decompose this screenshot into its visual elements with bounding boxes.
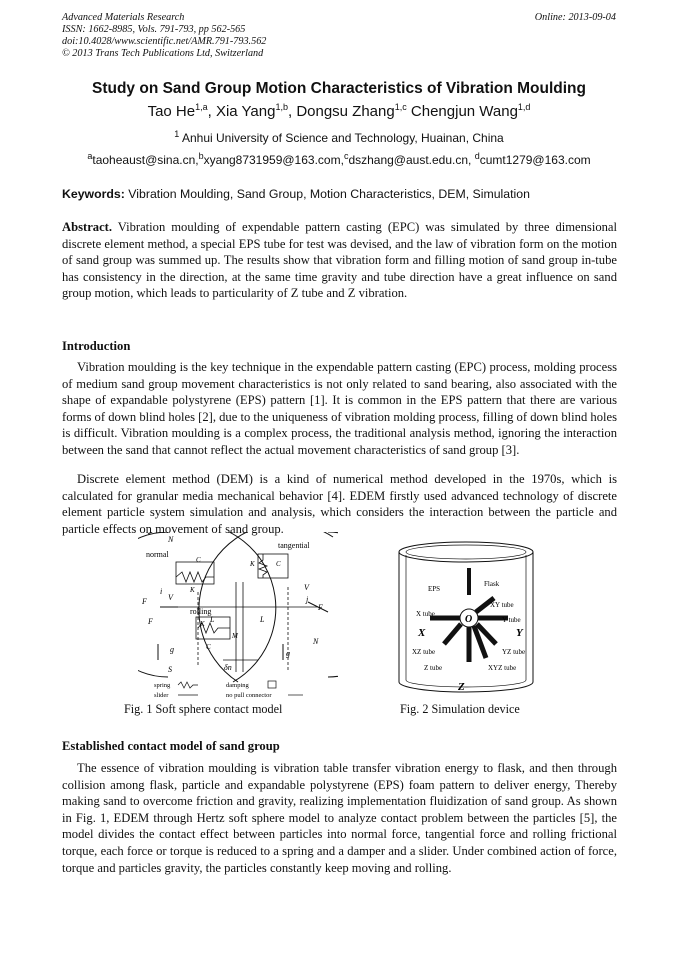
journal-header: [62, 12, 266, 60]
radius-label: L: [260, 615, 265, 624]
damping-coefficient-label: C: [206, 643, 211, 651]
email-sup: c: [343, 151, 349, 161]
force-label: F: [142, 597, 147, 606]
figure-1-caption: Fig. 1 Soft sphere contact model: [124, 702, 283, 716]
legend-slider: slider: [154, 692, 169, 699]
y-tube-label: Y tube: [502, 616, 521, 624]
flask-top-inner: [406, 545, 526, 559]
copyright-line: © 2013 Trans Tech Publications Ltd, Switzerland: [62, 48, 264, 59]
author-sup: 1,a: [195, 102, 208, 112]
journal-name: Advanced Materials Research: [62, 12, 185, 23]
tangential-label: tangential: [278, 541, 310, 550]
author-sup: 1,b: [275, 102, 288, 112]
section-heading-intro: Introduction: [62, 339, 131, 353]
keywords-text: Vibration Moulding, Sand Group, Motion Characteristics, DEM, Simulation: [128, 187, 530, 201]
particle-label: i: [160, 587, 163, 596]
legend-no-pull: no pull connector: [226, 692, 272, 699]
legend-damping: damping: [226, 682, 249, 689]
affiliation: [0, 131, 678, 145]
xy-tube-label: XY tube: [490, 601, 514, 609]
stiffness-label: K: [250, 560, 255, 568]
abstract-text: Vibration moulding of expendable pattern casting (EPC) was simulated by three dimensional discrete element method, a special EPS tube for test was devised, and the law of vibration form on the motion of sand group was summed up. The results show that vibration form and filling motion of sand group in-tube has consistency in the direction, at the same time gravity and tube direction have a great influence on sand group motion, which leads to particularity of Z tube and Z vibration.: [62, 220, 618, 301]
damping-coefficient-label: C: [276, 560, 281, 568]
x-axis-label: X: [418, 627, 426, 639]
moment-label: M: [232, 632, 238, 640]
stiffness-label: K: [200, 620, 205, 628]
legend-damping-symbol: [268, 681, 276, 688]
z-tube-label: Z tube: [424, 664, 443, 672]
intro-paragraph-2: Discrete element method (DEM) is a kind of numerical method developed in the 1970s, which is calculated for granular media mechanical behavior [4]. EDEM firstly used advanced technology of discrete element particle system simulation and analysis, which considers the interaction between the particle and particle effects on movement of sand group.: [62, 472, 617, 536]
affiliation-text: Anhui University of Science and Technology, Huainan, China: [181, 131, 504, 145]
figure-2-simulation-device: [396, 540, 536, 698]
flask-label: Flask: [484, 580, 500, 588]
paper-title: Study on Sand Group Motion Characteristics of Vibration Moulding: [91, 80, 586, 97]
yz-tube-label: YZ tube: [502, 648, 526, 656]
flask-bottom-inner: [406, 680, 526, 687]
author-sup: 1,c: [394, 102, 407, 112]
xyz-tube-label: XYZ tube: [488, 664, 517, 672]
author-name: Chengjun Wang: [410, 103, 518, 120]
force-label: F: [148, 617, 153, 626]
email-sup: a: [87, 151, 93, 161]
normal-force-label: N: [313, 637, 319, 646]
spring-symbol: [259, 554, 267, 578]
abstract: [62, 219, 617, 302]
xz-tube: [444, 624, 461, 644]
tangential-spring-damper: [258, 554, 288, 578]
email-link[interactable]: cumt1279@163.com: [479, 153, 591, 167]
origin-label: O: [465, 614, 473, 625]
normal-spring-damper: [176, 562, 214, 584]
slider-label: S: [168, 665, 172, 674]
particle-j-outline: [328, 532, 338, 677]
keywords: [62, 187, 617, 201]
z-axis-label: Z: [458, 681, 465, 693]
author-name: Dongsu Zhang: [296, 103, 395, 120]
affiliation-sup: 1: [174, 129, 180, 139]
issn-line: ISSN: 1662-8985, Vols. 791-793, pp 562-565: [62, 24, 246, 35]
gravity-label: g: [170, 645, 174, 654]
email-sup: b: [198, 151, 204, 161]
x-tube-label: X tube: [416, 610, 435, 618]
section-heading-contact: Established contact model of sand group: [62, 739, 280, 753]
keywords-label: Keywords:: [62, 187, 125, 201]
overlap-label: δn: [224, 663, 232, 672]
gravity-label: g: [286, 649, 290, 658]
legend-spring-symbol: [178, 682, 198, 688]
force-label: F: [318, 603, 323, 612]
email-sup: d: [474, 151, 480, 161]
intro-paragraph-1: Vibration moulding is the key technique in the expendable pattern casting (EPC) process, molding process of medium sand group movement characteristics is not only related to sand bearing, also associated with the shape of expandable polystyrene (EPS) pattern [1]. It is common in the EPS pattern that there are various forms of down blind holes [2], due to the uniqueness of vibration molding process, filling of down blind holes is difficult. Vibration moulding is a complex process, the traditional analysis method, ignoring the interaction between the sand that cannot reflect the actual movement characteristics of sand group [3].: [62, 360, 617, 457]
author-sup: 1,d: [517, 102, 531, 112]
online-date: Online: 2013-09-04: [534, 12, 616, 23]
email-link[interactable]: taoheaust@sina.cn: [92, 153, 196, 167]
damping-coefficient-label: C: [196, 556, 201, 564]
y-axis-label: Y: [516, 627, 523, 639]
author-name: Xia Yang: [215, 103, 276, 120]
radius-label: L: [210, 615, 215, 624]
contact-paragraph-1: The essence of vibration moulding is vibration table transfer vibration energy to flask, and then through collision among flask, particle and expandable polystyrene (EPS) foam pattern to deliver energy, Thereby making sand to overcome friction and gravity, realizing implementation fluidization of sand group. As shown in Fig. 1, EDEM through Hertz soft sphere model to analyze contact problem between the particles [5], the model divides the contact effect between particles into normal force, tangential force and rolling frictional torque, each force or torque is reduced to a spring and a damper and a slider. Under combined action of force, torque and particles gravity, the particles constantly keep moving and rolling.: [62, 761, 617, 875]
email-link[interactable]: xyang8731959@163.com: [203, 153, 341, 167]
normal-label: normal: [146, 550, 169, 559]
email-list: $^a$taoheaust@sina.cn,$^b$xyang8731959@163.com,$^c$dszhang@aust.edu.cn, $^d$cumt1279@163.com: [87, 151, 591, 167]
spring-symbol: [176, 572, 214, 582]
velocity-label: V: [304, 583, 309, 592]
xz-tube-label: XZ tube: [412, 648, 436, 656]
author-name: Tao He: [147, 103, 196, 120]
rolling-label: rolling: [190, 607, 212, 616]
eps-label: EPS: [428, 585, 441, 593]
email-link[interactable]: dszhang@aust.edu.cn: [348, 153, 469, 167]
author-list: Tao He$^{1,a}$, Xia Yang$^{1,b}$, Dongsu Zhang$^{1,c}$ Chengjun Wang$^{1,d}$: [147, 102, 531, 120]
legend-spring: spring: [154, 682, 171, 689]
particle-label: j: [306, 595, 309, 604]
figure-2-caption: Fig. 2 Simulation device: [400, 702, 520, 716]
velocity-label: V: [168, 593, 173, 602]
stiffness-label: K: [190, 586, 195, 594]
figure-1-contact-model: [138, 532, 338, 700]
normal-force-label: N: [168, 535, 174, 544]
doi-line: doi:10.4028/www.scientific.net/AMR.791-793.562: [62, 36, 267, 47]
abstract-label: Abstract.: [62, 220, 113, 234]
